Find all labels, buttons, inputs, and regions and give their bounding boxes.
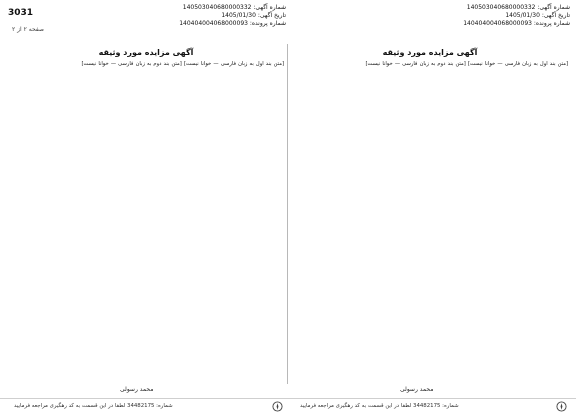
right-header-block <box>456 4 570 28</box>
left-footer-text: شماره: 34482175 لطفا در این قسمت به کد رهگیری مراجعه فرمایید <box>14 403 173 409</box>
document-footer <box>0 398 576 416</box>
right-notice-column <box>292 48 568 378</box>
column-divider <box>287 44 288 384</box>
left-notice-body: [متن بند اول به زبان فارسی — خوانا نیست] [متن بند دوم به زبان فارسی — خوانا نیست] <box>81 61 284 67</box>
page-count: صفحه ۲ از ۲ <box>12 26 44 33</box>
left-header-line-2: تاریخ آگهی: 1405/01/30 <box>221 12 286 19</box>
emblem-icon <box>556 401 567 412</box>
right-footer-text: شماره: 34482175 لطفا در این قسمت به کد رهگیری مراجعه فرمایید <box>300 403 459 409</box>
right-notice-title: آگهی مزایده مورد وثیقه <box>382 48 478 57</box>
left-signature: محمد رسولی <box>120 386 154 393</box>
left-notice-column <box>8 48 284 378</box>
right-header-line-2: تاریخ آگهی: 1405/01/30 <box>505 12 570 19</box>
right-header-line-3: شماره پرونده: 140404004068000093 <box>463 20 570 27</box>
right-header-line-1: شماره آگهی: 140503040680000332 <box>466 4 570 11</box>
left-header-line-3: شماره پرونده: 140404004068000093 <box>179 20 286 27</box>
left-notice-title: آگهی مزایده مورد وثیقه <box>98 48 194 57</box>
page-number: 3031 <box>8 8 34 18</box>
emblem-icon <box>272 401 283 412</box>
left-header-block <box>176 4 286 28</box>
right-signature: محمد رسولی <box>400 386 434 393</box>
right-notice-body: [متن بند اول به زبان فارسی — خوانا نیست] [متن بند دوم به زبان فارسی — خوانا نیست] <box>365 61 568 67</box>
document-header <box>0 0 576 40</box>
left-header-line-1: شماره آگهی: 140503040680000332 <box>182 4 286 11</box>
